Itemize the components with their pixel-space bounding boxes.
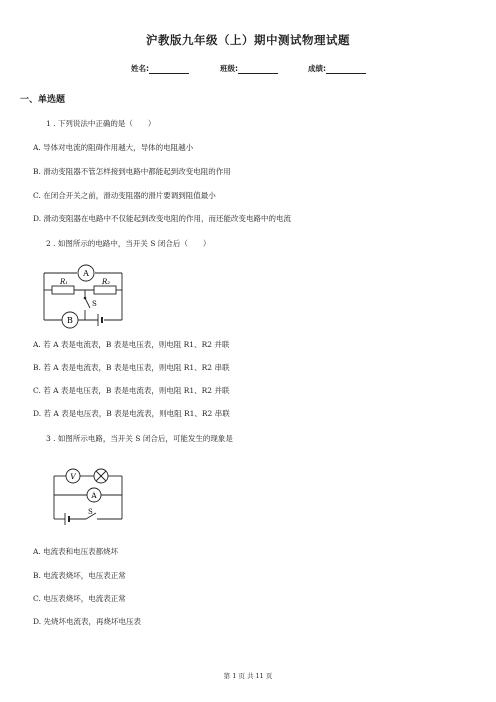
q2-resistor-r1 (52, 286, 74, 294)
class-field (220, 63, 278, 74)
page-footer: 第 1 页 共 11 页 (223, 672, 273, 680)
q2-switch-contact (84, 297, 87, 300)
q2-stem: 2 . 如图所示的电路中，当开关 S 闭合后（ ） (46, 239, 211, 248)
q3-option-b: B. 电流表烧坏，电压表正常 (33, 571, 126, 580)
class-label: 班级: (220, 64, 238, 73)
q2-r2-label: R₂ (102, 278, 111, 286)
name-blank (149, 65, 189, 74)
q1-option-d: D. 滑动变阻器在电路中不仅能起到改变电阻的作用，而还能改变电路中的电流 (33, 214, 292, 223)
q1-option-c: C. 在闭合开关之前，滑动变阻器的滑片要调到阻值最小 (33, 191, 216, 200)
q3-stem: 3 . 如图所示电路，当开关 S 闭合后，可能发生的现象是 (46, 434, 233, 443)
q3-option-c: C. 电压表烧坏，电流表正常 (33, 594, 126, 603)
score-blank (326, 65, 366, 74)
score-label: 成绩: (308, 64, 326, 73)
q2-option-c: C. 若 A 表是电压表，B 表是电流表，则电阻 R1、R2 并联 (33, 386, 230, 395)
q1-option-a: A. 导体对电流的阻碍作用越大，导体的电阻越小 (33, 143, 194, 152)
q2-meter-a-label: A (83, 269, 89, 278)
q2-switch-blade (85, 298, 90, 308)
q1-stem: 1 . 下列说法中正确的是（ ） (46, 119, 156, 128)
section-heading: 一、单选题 (20, 95, 66, 105)
q2-option-d: D. 若 A 表是电压表，B 表是电流表，则电阻 R1、R2 串联 (33, 409, 230, 418)
q3-switch-label: S (88, 508, 93, 516)
q2-resistor-r2 (94, 286, 116, 294)
q3-voltmeter-label: V (70, 472, 76, 481)
q2-option-b: B. 若 A 表是电流表，B 表是电压表，则电阻 R1、R2 串联 (33, 363, 230, 372)
q3-option-d: D. 先烧坏电流表，再烧坏电压表 (33, 617, 142, 626)
q2-circuit-diagram (36, 262, 128, 332)
q2-switch-label: S (92, 300, 97, 308)
q3-circuit-diagram (50, 464, 126, 526)
name-label: 姓名: (131, 64, 149, 73)
score-field (308, 63, 366, 74)
q3-option-a: A. 电流表和电压表都烧坏 (33, 547, 119, 556)
class-blank (238, 65, 278, 74)
q1-option-b: B. 滑动变阻器不管怎样接到电路中都能起到改变电阻的作用 (33, 167, 231, 176)
q2-r1-label: R₁ (60, 278, 69, 286)
page-title: 沪教版九年级（上）期中测试物理试题 (146, 33, 350, 47)
q2-option-a: A. 若 A 表是电流表，B 表是电压表，则电阻 R1、R2 并联 (33, 340, 230, 349)
name-field (131, 63, 189, 74)
q3-ammeter-label: A (91, 491, 97, 500)
q2-meter-b-label: B (67, 316, 73, 325)
